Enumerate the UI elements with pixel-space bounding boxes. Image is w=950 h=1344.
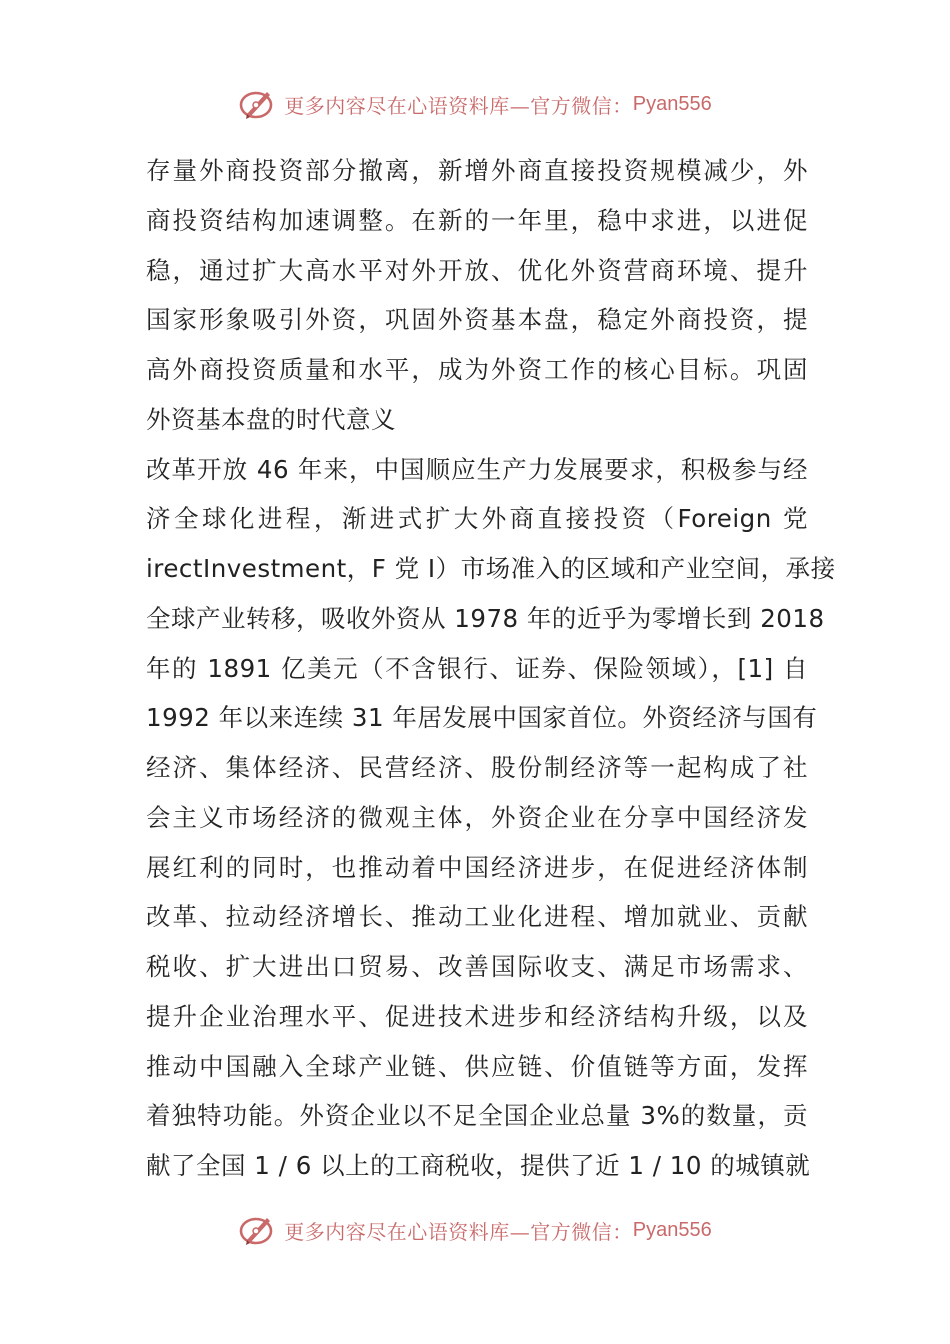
body-line: 会主义市场经济的微观主体，外资企业在分享中国经济发 [146,802,808,832]
header-banner-text: 更多内容尽在心语资料库—官方微信： [284,93,633,118]
body-line: 着独特功能。外资企业以不足全国企业总量 3%的数量，贡 [146,1101,808,1131]
document-body [146,146,836,1191]
body-line: 推动中国融入全球产业链、供应链、价值链等方面，发挥 [146,1051,808,1081]
header-banner [0,82,950,126]
header-banner-id: Pyan556 [632,92,712,115]
footer-banner-text: 更多内容尽在心语资料库—官方微信： [284,1219,633,1244]
pen-logo-icon [238,84,278,124]
body-line: 高外商投资质量和水平，成为外资工作的核心目标。巩固 [146,355,808,384]
body-line: 经济、集体经济、民营经济、股份制经济等一起构成了社 [146,753,808,782]
body-line: 存量外商投资部分撤离，新增外商直接投资规模减少，外 [146,156,808,185]
section-heading: 外资基本盘的时代意义 [146,404,396,434]
pen-logo-icon [238,1210,278,1250]
body-line: 1992 年以来连续 31 年居发展中国家首位。外资经济与国有 [146,703,818,733]
body-line: 济全球化进程，渐进式扩大外商直接投资（Foreign 党 [146,504,808,534]
body-line: irectInvestment，F 党 I）市场准入的区域和产业空间，承接 [146,554,836,583]
body-line: 提升企业治理水平、促进技术进步和经济结构升级，以及 [146,1001,808,1031]
body-line: 国家形象吸引外资，巩固外资基本盘，稳定外商投资，提 [146,305,808,335]
body-line: 年的 1891 亿美元（不含银行、证券、保险领域），[1] 自 [146,653,808,683]
footer-banner [0,1208,950,1252]
footer-banner-id: Pyan556 [632,1218,712,1241]
body-line: 稳，通过扩大高水平对外开放、优化外资营商环境、提升 [146,255,808,285]
body-line: 改革开放 46 年来，中国顺应生产力发展要求，积极参与经 [146,454,808,484]
body-line: 商投资结构加速调整。在新的一年里，稳中求进，以进促 [146,205,808,235]
body-line: 献了全国 1 / 6 以上的工商税收，提供了近 1 / 10 的城镇就 [146,1151,811,1180]
body-line: 展红利的同时，也推动着中国经济进步，在促进经济体制 [146,852,808,882]
body-line: 全球产业转移，吸收外资从 1978 年的近乎为零增长到 2018 [146,603,825,633]
body-line: 改革、拉动经济增长、推动工业化进程、增加就业、贡献 [146,902,808,932]
body-line: 税收、扩大进出口贸易、改善国际收支、满足市场需求、 [146,952,808,981]
